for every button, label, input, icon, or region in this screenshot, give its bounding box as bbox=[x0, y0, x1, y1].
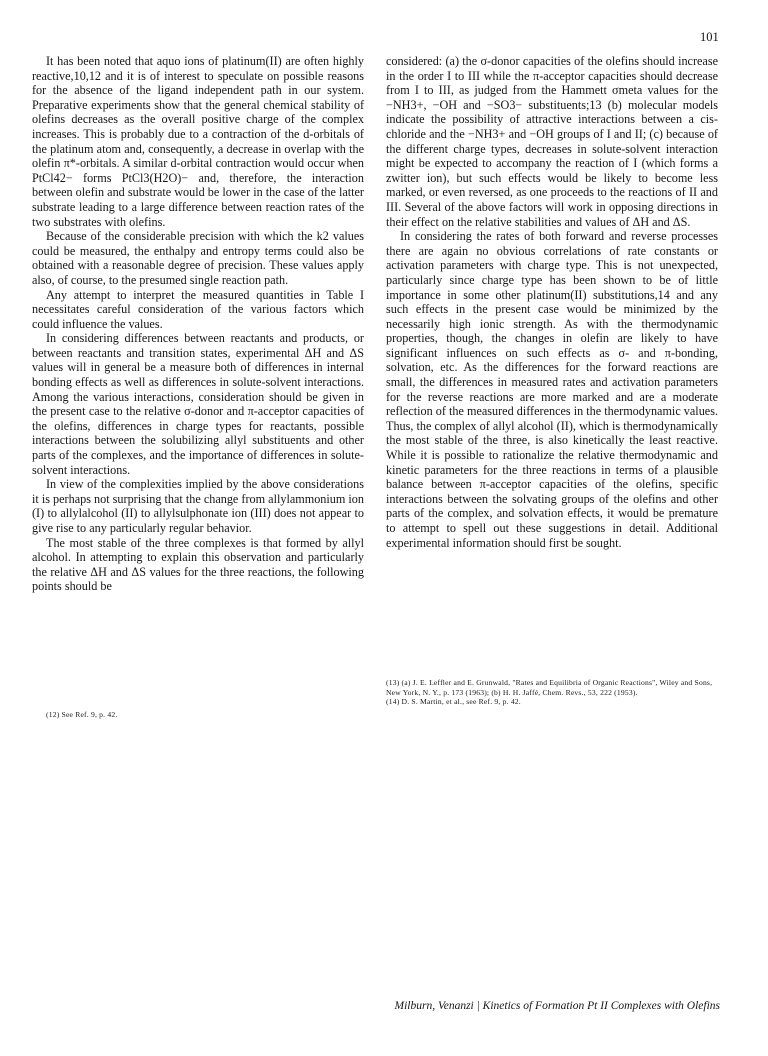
right-column bbox=[386, 54, 718, 550]
paragraph: The most stable of the three complexes is that formed by allyl alcohol. In attempting to explain this observation and particularly the relative ΔH and ΔS values for the three reactions, the following points should be bbox=[32, 535, 364, 594]
paragraph: Because of the considerable precision with which the k2 values could be measured, the enthalpy and entropy terms could also be obtained with a reasonable degree of precision. These values apply also, of course, to the presumed single reaction path. bbox=[32, 229, 364, 287]
paragraph: It has been noted that aquo ions of platinum(II) are often highly reactive,10,12 and it is of interest to speculate on possible reasons for the absence of the ligand independent path in our system. Preparative experiments show that the general chemical stability of olefins decreases as the overall positive charge of the complex increases. This is probably due to a contraction of the d-orbitals of the platinum atom and, consequently, a decrease in overlap with the olefin π*-orbitals. A similar d-orbital contraction would occur when PtCl42− forms PtCl3(H2O)− and, therefore, the interaction between olefin and substrate would be lower in the case of the latter substrate leading to a large difference between reaction rates of the two substrates with olefins. bbox=[32, 54, 364, 229]
paragraph: considered: (a) the σ-donor capacities of the olefins should increase in the order I to III while the π-acceptor capacities should decrease from I to III, as judged from the Hammett σmeta values for the −NH3+, −OH and −SO3− substituents;13 (b) molecular models indicate the possibility of attractive interactions between a cis-chloride and the −NH3+ and −OH groups of I and II; (c) because of the different charge types, decreases in solute-solvent interaction might be expected to accompany the reaction of I (which forms a zwitter ion), but such effects would be likely to become less marked, or even reversed, as one proceeds to the reactions of II and III. Several of the above factors will work in opposing directions in their effect on the relative stabilities and values of ΔH and ΔS. bbox=[386, 54, 718, 229]
running-footer: Milburn, Venanzi | Kinetics of Formation Pt II Complexes with Olefins bbox=[394, 1000, 720, 1012]
paragraph: Any attempt to interpret the measured quantities in Table I necessitates careful consideration of the various factors which could influence the values. bbox=[32, 287, 364, 331]
footnote: (12) See Ref. 9, p. 42. bbox=[46, 710, 118, 719]
footnotes-right bbox=[386, 678, 718, 707]
paragraph: In considering differences between reactants and products, or between reactants and transition states, experimental ΔH and ΔS values will in general be a measure both of differences in internal bonding effects as well as differences in solute-solvent interactions. Among the various interactions, consideration should be given in the present case to the relative σ-donor and π-acceptor capacities of the olefins, differences in charge types for reactants, possible interactions between the solubilizing allyl substituents and other parts of the complexes, and the importance of differences in solute-solvent interactions. bbox=[32, 331, 364, 477]
page-number: 101 bbox=[700, 30, 719, 44]
paragraph: In considering the rates of both forward and reverse processes there are again no obvious correlations of rate constants or activation parameters with charge type. This is not unexpected, particularly since charge type has been shown to be of little importance in some other platinum(II) substitutions,14 and any such effects in the present case would be minimized by the necessarily high ionic strength. As with the thermodynamic properties, though, the changes in olefin are likely to have significant influences on such effects as σ- and π-bonding, solvation, etc. As the differences for the forward reactions are small, the differences in measured rates and activation parameters for the reverse reactions are more marked and are a moderate reflection of the measured differences in the thermodynamic values. Thus, the complex of allyl alcohol (II), which is thermodynamically the most stable of the three, is also kinetically the least reactive. While it is possible to rationalize the relative thermodynamic and kinetic parameters for the three reactions in terms of a plausible balance between π-acceptor capacities of the olefins, specific interactions between the solvating groups of the olefins and other parts of the complex, and solvation effects, it would be premature to attempt to spell out these suggestions in detail. Additional experimental information should first be sought. bbox=[386, 229, 718, 550]
paragraph: In view of the complexities implied by the above considerations it is perhaps not surprising that the change from allylammonium ion (I) to allylalcohol (II) to allylsulphonate ion (III) does not appear to give rise to any particularly regular behavior. bbox=[32, 477, 364, 535]
footnote: (14) D. S. Martin, et al., see Ref. 9, p. 42. bbox=[386, 697, 521, 707]
footnotes-left bbox=[46, 710, 346, 720]
footnote: (13) (a) J. E. Leffler and E. Grunwald, "Rates and Equilibria of Organic Reactions", Wiley and Sons, New York, N. Y., p. 173 (1963); (b) H. H. Jaffé, Chem. Revs., 53, 222 (1953). bbox=[386, 678, 713, 697]
left-column bbox=[32, 54, 364, 594]
